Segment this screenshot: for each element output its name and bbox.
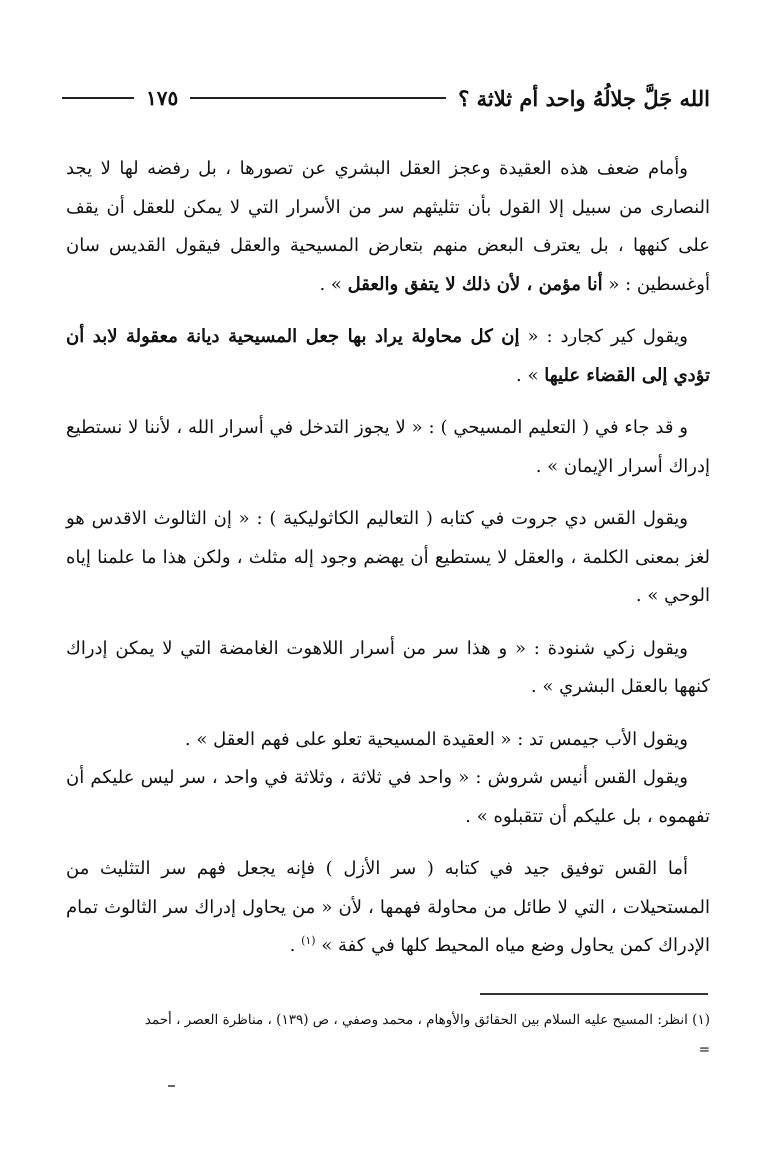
chapter-title: الله جَلَّ جلالُهُ واحد أم ثلاثة ؟ [458, 85, 710, 111]
paragraph [66, 409, 710, 486]
paragraph [66, 721, 710, 760]
stray-mark [168, 1085, 175, 1087]
paragraph-tail: » . [319, 273, 348, 295]
paragraph-text: أما القس توفيق جيد في كتابه ( سر الأزل ) فإنه يجعل فهم سر التثليث من المستحيلات ، التي لا طائل من محاولة فهمها ، لأن « من يحاول إدراك سر الثالوث تمام الإدراك كمن يحاول وضع مياه المحيط كلها في كفة » [66, 858, 710, 956]
paragraph-tail: . [289, 935, 302, 956]
paragraph [66, 500, 710, 616]
paragraph-text: وأمام ضعف هذه العقيدة وعجز العقل البشري عن تصورها ، بل رفضه لها لا يجد النصارى من سبيل إلا القول بأن تثليثهم سر من الأسرار التي لا يمكن للعقل أن يقف على كنهها ، بل يعترف البعض منهم بتعارض المسيحية والعقل فيقول القديس سان أوغسطين : « [66, 158, 710, 295]
page-number: ١٧٥ [146, 86, 179, 110]
paragraph-text: و قد جاء في ( التعليم المسيحي ) : « لا يجوز التدخل في أسرار الله ، لأننا لا نستطيع إدراك أسرار الإيمان » . [66, 417, 710, 477]
paragraph [66, 630, 710, 707]
paragraph-text: ويقول القس دي جروت في كتابه ( التعاليم الكاثوليكية ) : « إن الثالوث الاقدس هو لغز بمعنى الكلمة ، والعقل لا يستطيع أن يهضم وجود إله مثلث ، ولكن هذا ما علمنا إياه الوحي » . [66, 508, 710, 606]
paragraph [66, 759, 710, 836]
paragraph [66, 318, 710, 395]
paragraph-text: ويقول القس أنيس شروش : « واحد في ثلاثة ، وثلاثة في واحد ، سر ليس عليكم أن تفهموه ، بل عليكم أن تتقبلوه » . [66, 767, 710, 827]
footnote [66, 1005, 710, 1065]
footnote-divider [480, 993, 708, 995]
paragraph-quote: إن كل محاولة يراد بها جعل المسيحية ديانة معقولة لابد أن تؤدي إلى القضاء عليها [66, 326, 710, 386]
footnote-continuation: = [698, 1042, 710, 1058]
paragraph-quote: أنا مؤمن ، لأن ذلك لا يتفق والعقل [347, 273, 603, 295]
paragraph-tail: » . [516, 364, 545, 386]
paragraph [66, 150, 710, 304]
running-header [62, 78, 710, 118]
page-body [66, 150, 710, 980]
header-rule-end [62, 97, 134, 99]
header-rule [190, 97, 446, 99]
paragraph [66, 850, 710, 966]
paragraph-text: ويقول زكي شنودة : « و هذا سر من أسرار اللاهوت الغامضة التي لا يمكن إدراك كنهها بالعقل البشري » . [66, 637, 710, 697]
footnote-text: (١) انظر: المسيح عليه السلام بين الحقائق والأوهام ، محمد وصفي ، ص (١٣٩) ، مناظرة العصر ، أحمد [144, 1012, 710, 1028]
footnote-reference[interactable]: (١) [301, 934, 316, 947]
paragraph-text: ويقول الأب جيمس تد : « العقيدة المسيحية تعلو على فهم العقل » . [184, 728, 688, 750]
paragraph-text: ويقول كير كجارد : « [519, 326, 688, 347]
